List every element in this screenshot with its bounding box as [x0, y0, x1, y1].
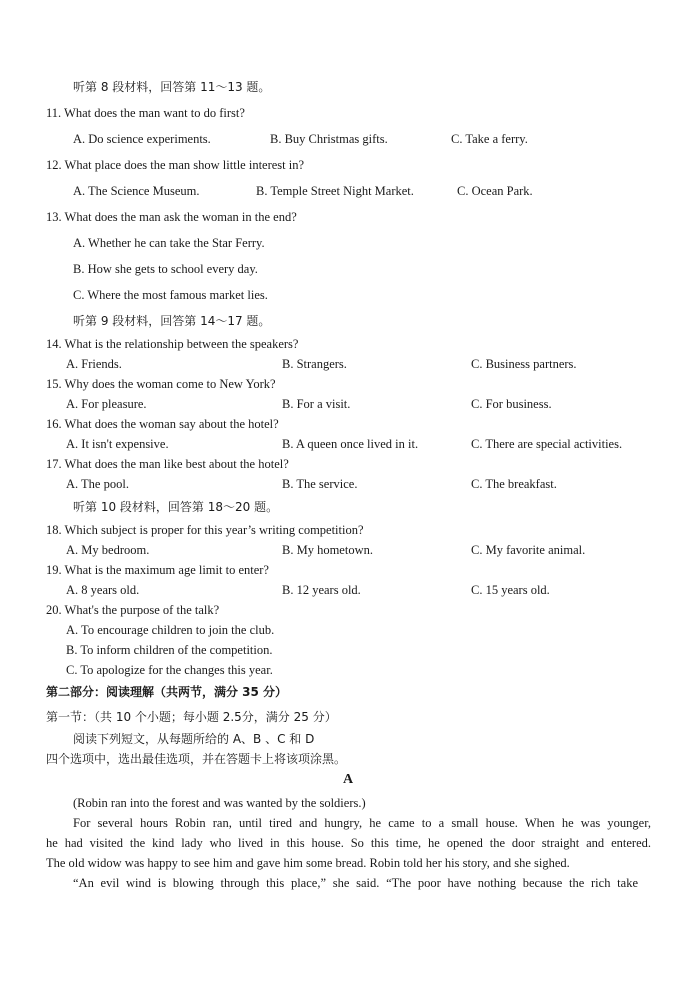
section-10-intro: 听第 10 段材料，回答第 18～20 题。 [73, 500, 279, 514]
question-14-option-a: A. Friends. [66, 357, 122, 371]
question-11-option-a: A. Do science experiments. [73, 132, 211, 146]
question-12-option-b: B. Temple Street Night Market. [256, 184, 414, 198]
part-2-heading: 第二部分：阅读理解（共两节，满分 35 分） [46, 685, 288, 699]
question-13-option-c: C. Where the most famous market lies. [73, 288, 268, 302]
passage-paragraph-1-line-3: The old widow was happy to see him and gave him some bread. Robin told her his story, and she sighed. [46, 856, 570, 870]
passage-paragraph-2-line-1: “An evil wind is blowing through this place,” she said. “The poor have nothing because the rich take [73, 876, 638, 890]
question-15-stem: 15. Why does the woman come to New York? [46, 377, 276, 391]
question-20-option-a: A. To encourage children to join the club. [66, 623, 275, 637]
question-13-stem: 13. What does the man ask the woman in the end? [46, 210, 297, 224]
question-12-option-c: C. Ocean Park. [457, 184, 533, 198]
question-14-stem: 14. What is the relationship between the speakers? [46, 337, 299, 351]
question-17-option-c: C. The breakfast. [471, 477, 557, 491]
section-1-instruction-line-2: 四个选项中，选出最佳选项，并在答题卡上将该项涂黑。 [46, 752, 347, 766]
question-13-option-a: A. Whether he can take the Star Ferry. [73, 236, 265, 250]
section-1-instruction-line-1: 阅读下列短文，从每题所给的 A、B 、C 和 D [73, 732, 315, 746]
passage-paragraph-1-line-2: he had visited the kind lady who lived in this house. So this time, he opened the door straight and entered. [46, 836, 651, 850]
question-17-option-a: A. The pool. [66, 477, 129, 491]
question-18-option-a: A. My bedroom. [66, 543, 150, 557]
question-19-stem: 19. What is the maximum age limit to enter? [46, 563, 269, 577]
question-20-option-c: C. To apologize for the changes this year. [66, 663, 273, 677]
question-11-option-c: C. Take a ferry. [451, 132, 528, 146]
question-18-stem: 18. Which subject is proper for this year’s writing competition? [46, 523, 364, 537]
question-13-option-b: B. How she gets to school every day. [73, 262, 258, 276]
question-16-stem: 16. What does the woman say about the hotel? [46, 417, 279, 431]
question-20-option-b: B. To inform children of the competition. [66, 643, 273, 657]
question-11-stem: 11. What does the man want to do first? [46, 106, 245, 120]
question-15-option-a: A. For pleasure. [66, 397, 147, 411]
question-12-option-a: A. The Science Museum. [73, 184, 200, 198]
question-19-option-a: A. 8 years old. [66, 583, 140, 597]
question-16-option-c: C. There are special activities. [471, 437, 623, 451]
question-11-option-b: B. Buy Christmas gifts. [270, 132, 388, 146]
question-20-stem: 20. What's the purpose of the talk? [46, 603, 220, 617]
passage-title: A [342, 772, 354, 787]
question-16-option-b: B. A queen once lived in it. [282, 437, 419, 451]
question-15-option-c: C. For business. [471, 397, 552, 411]
question-16-option-a: A. It isn't expensive. [66, 437, 169, 451]
question-18-option-b: B. My hometown. [282, 543, 373, 557]
question-17-stem: 17. What does the man like best about the hotel? [46, 457, 289, 471]
question-14-option-b: B. Strangers. [282, 357, 347, 371]
passage-note: (Robin ran into the forest and was wanted by the soldiers.) [73, 796, 366, 810]
question-14-option-c: C. Business partners. [471, 357, 577, 371]
section-8-intro: 听第 8 段材料，回答第 11～13 题。 [73, 80, 271, 94]
question-17-option-b: B. The service. [282, 477, 358, 491]
section-1-heading: 第一节：（共 10 个小题；每小题 2.5分，满分 25 分） [46, 710, 337, 724]
passage-paragraph-1-line-1: For several hours Robin ran, until tired and hungry, he came to a small house. When he was younger, [73, 816, 651, 830]
question-18-option-c: C. My favorite animal. [471, 543, 586, 557]
section-9-intro: 听第 9 段材料，回答第 14～17 题。 [73, 314, 271, 328]
question-19-option-b: B. 12 years old. [282, 583, 361, 597]
question-19-option-c: C. 15 years old. [471, 583, 550, 597]
question-15-option-b: B. For a visit. [282, 397, 351, 411]
question-12-stem: 12. What place does the man show little interest in? [46, 158, 305, 172]
